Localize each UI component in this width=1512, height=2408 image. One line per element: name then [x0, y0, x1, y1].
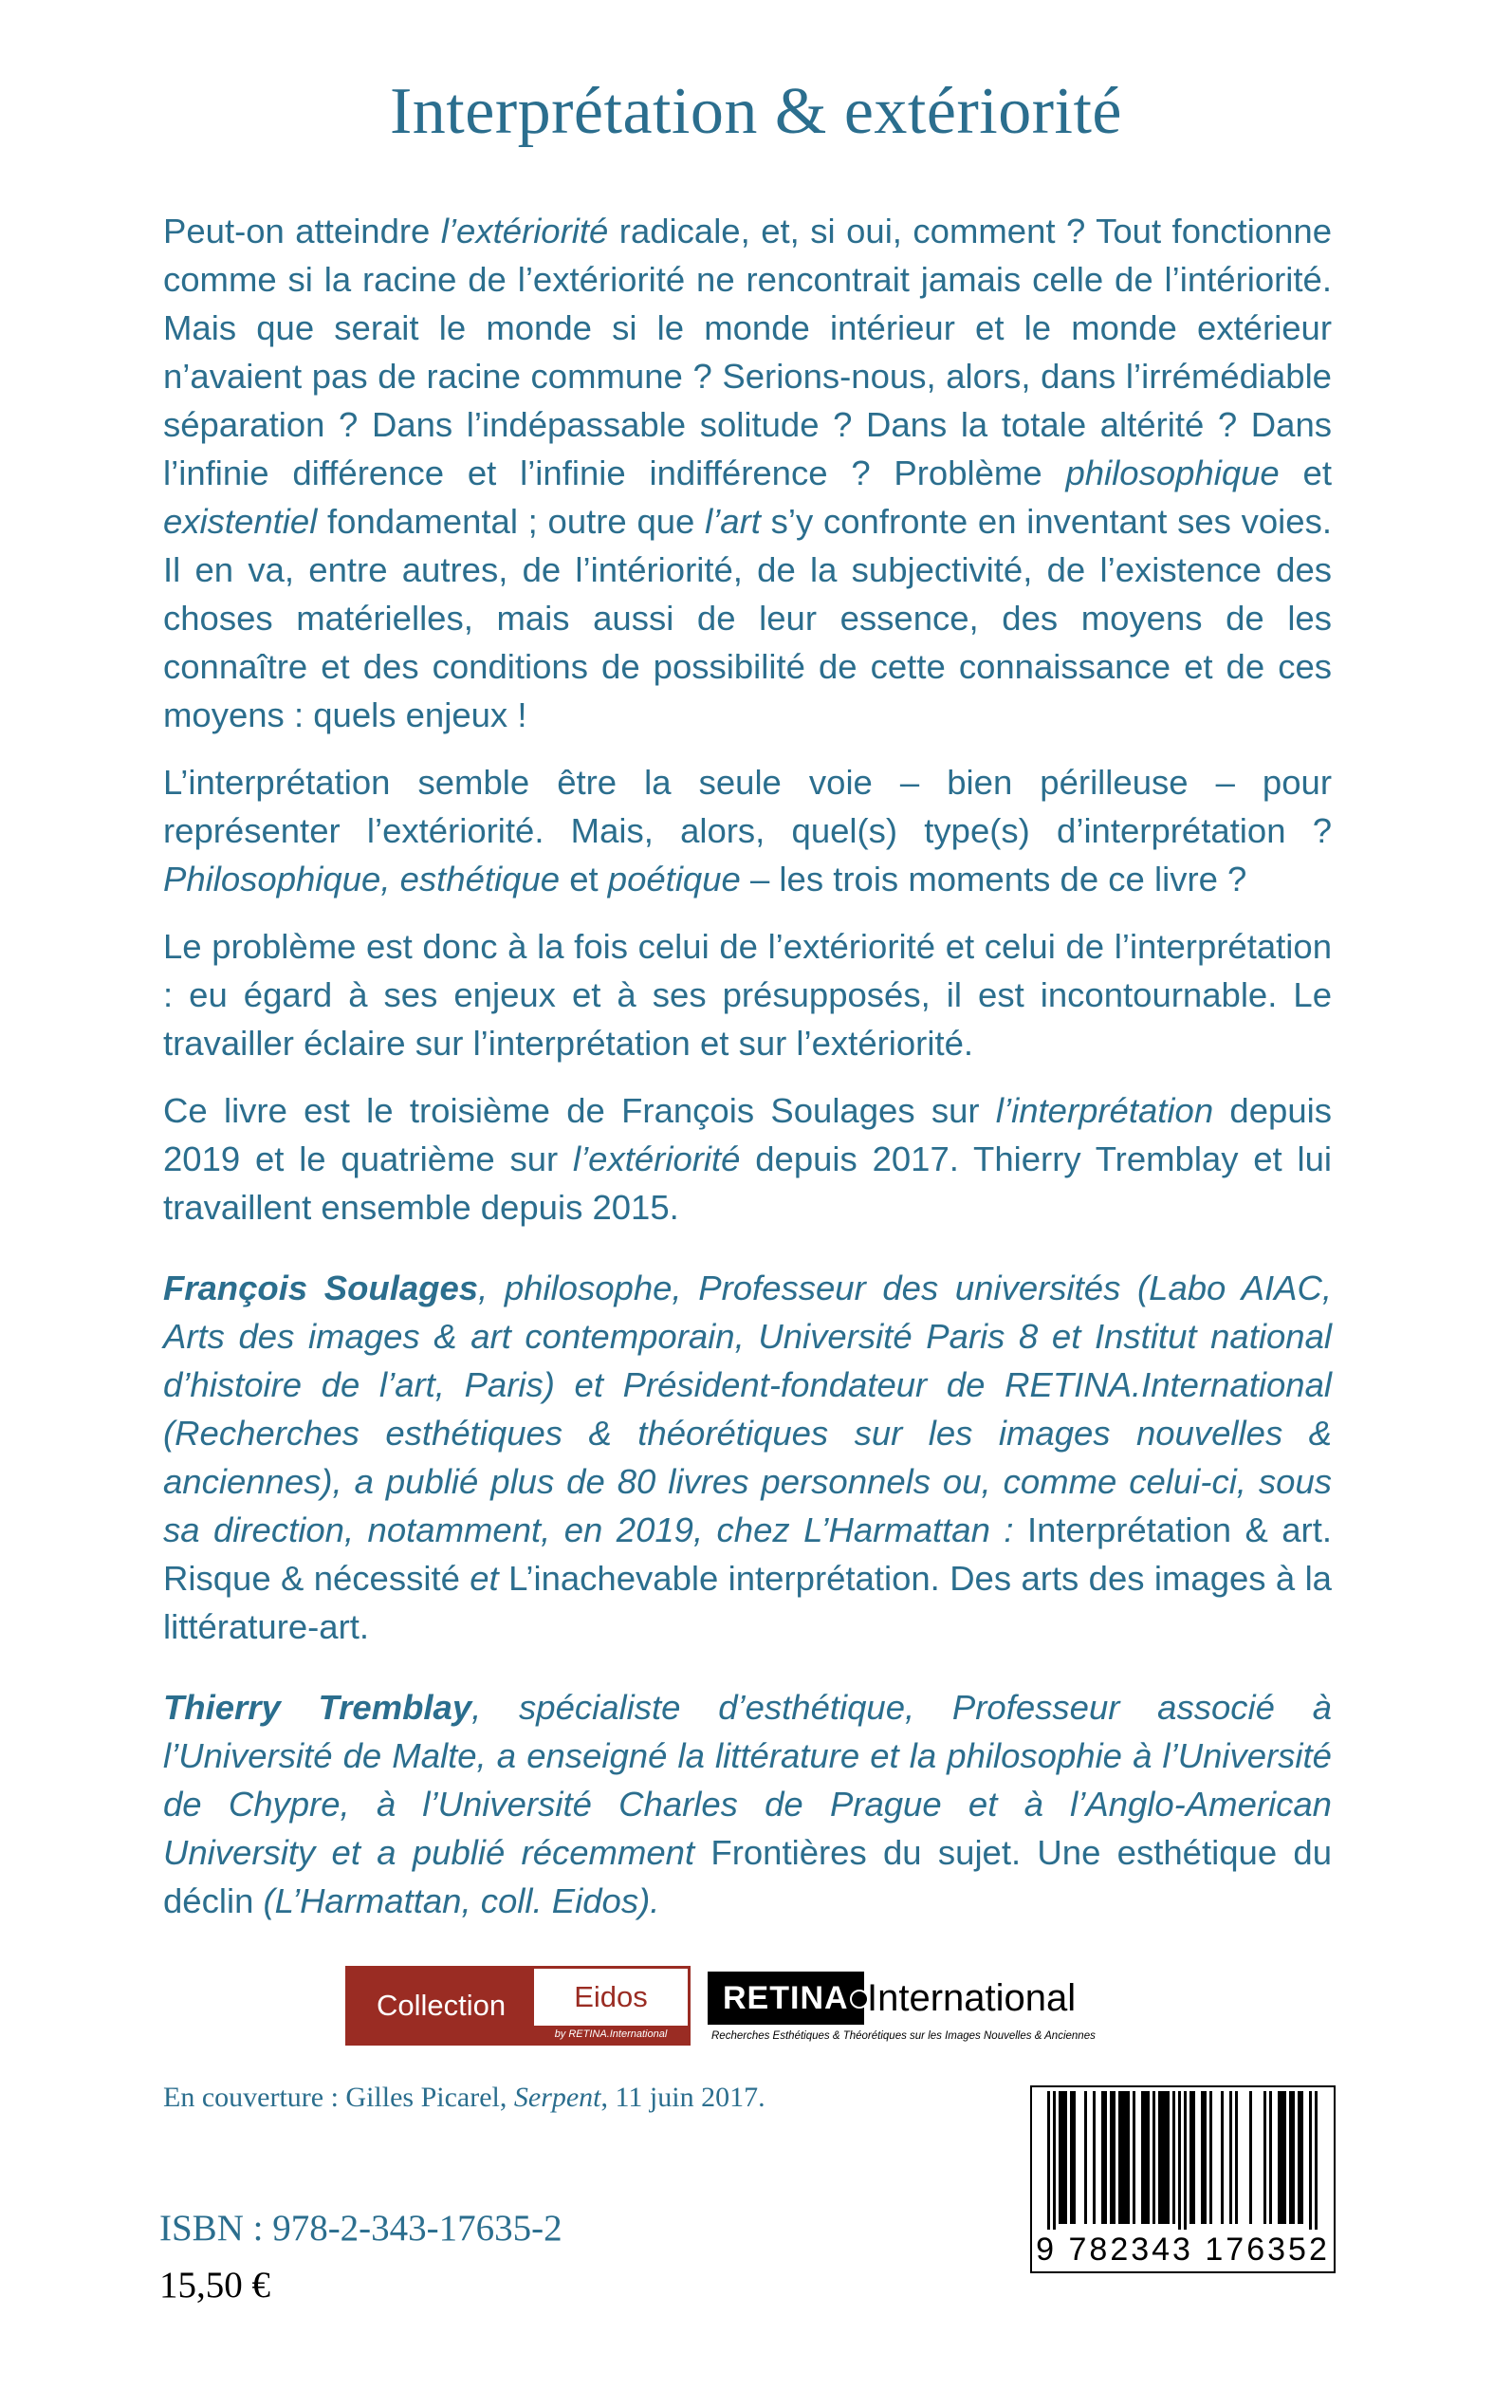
barcode-bar — [1178, 2091, 1181, 2230]
barcode-bar — [1070, 2091, 1073, 2224]
book-title-ref: Interprétation & art. Risque & nécessité — [163, 1510, 1332, 1598]
barcode-bar — [1298, 2091, 1300, 2224]
text-run: s’y confronte en inventant ses voies. Il en va, entre autres, de l’intériorité, de la subjectivité, de l’existence des choses matérielles, mais aussi de leur essence, des moyens de les connaître et des conditions de possibilité de cette connaissance et de ces moyens : quels enjeux ! — [163, 502, 1332, 734]
collection-eidos-logo — [345, 1966, 691, 2046]
italic-run: philosophique — [1065, 454, 1280, 492]
barcode-bar — [1161, 2091, 1164, 2224]
barcode-bar — [1289, 2091, 1292, 2224]
barcode-bar — [1141, 2091, 1144, 2224]
barcode-bar — [1235, 2091, 1238, 2224]
retina-logo-suffix: International — [867, 1977, 1077, 2019]
barcode-bar — [1281, 2091, 1283, 2224]
credit-work-title: Serpent — [513, 2082, 601, 2113]
barcode-bar — [1127, 2091, 1130, 2224]
barcode-bar — [1300, 2091, 1303, 2224]
barcode-bar — [1189, 2091, 1192, 2224]
barcode-bar — [1164, 2091, 1167, 2224]
text-run: et — [560, 860, 608, 898]
barcode-bar — [1121, 2091, 1124, 2224]
book-title-ref: Frontières du sujet. Une esthétique du déclin — [163, 1833, 1333, 1920]
italic-run: poétique — [607, 860, 741, 898]
barcode-bar — [1315, 2091, 1318, 2230]
barcode-digits: 9 782343 176352 — [1036, 2232, 1330, 2268]
publisher-logos — [0, 1966, 1512, 2051]
barcode-bar — [1113, 2091, 1116, 2224]
author-bio-soulages — [163, 1264, 1332, 1651]
eidos-logo-byline: by RETINA.International — [534, 2026, 688, 2043]
barcode-bar — [1221, 2091, 1224, 2224]
cover-credit — [163, 2082, 765, 2114]
credit-text: En couverture : Gilles Picarel, — [163, 2082, 514, 2113]
barcode-bar — [1110, 2091, 1113, 2224]
barcode-bar — [1249, 2091, 1252, 2224]
barcode-bar — [1059, 2091, 1061, 2224]
barcode-bars — [1040, 2091, 1326, 2230]
barcode-bar — [1053, 2091, 1056, 2230]
text-run: Ce livre est le troisième de François Soulages sur — [163, 1091, 996, 1130]
retina-logo-box: RETINA — [708, 1972, 864, 2025]
text-run: et — [1279, 454, 1332, 492]
bio-text: , philosophe, Professeur des universités (Labo AIAC, Arts des images & art contemporain, Université Paris 8 et Institut national d’histoire de l’art, Paris) et Président-fondateur de RETINA.International (Recherches esthétiques & théorétiques sur les images nouvelles & anciennes), a publié plus de 80 livres personnels ou, comme celui-ci, sous sa direction, notamment, en 2019, chez L’Harmattan : — [163, 1269, 1332, 1549]
barcode-bar — [1229, 2091, 1232, 2224]
text-run: L’interprétation semble être la seule voie – bien périlleuse – pour représenter l’extériorité. Mais, alors, quel(s) type(s) d’interprétation ? — [163, 763, 1332, 850]
barcode-bar — [1201, 2091, 1204, 2224]
credit-text: , 11 juin 2017. — [600, 2082, 765, 2113]
italic-run: l’extériorité — [440, 212, 609, 250]
italic-run: l’interprétation — [995, 1091, 1214, 1130]
barcode-bar — [1084, 2091, 1087, 2224]
text-run: depuis 2017. Thierry Tremblay et lui travaillent ensemble depuis 2015. — [163, 1139, 1332, 1227]
italic-run: l’extériorité — [572, 1139, 741, 1178]
paragraph-4 — [163, 1086, 1332, 1232]
barcode-bar — [1158, 2091, 1161, 2224]
author-name: Thierry Tremblay — [163, 1688, 472, 1727]
barcode-bar — [1184, 2091, 1187, 2230]
text-run: Peut-on atteindre — [163, 212, 441, 250]
barcode-bar — [1167, 2091, 1170, 2224]
book-title: Interprétation & extériorité — [389, 75, 1122, 148]
retina-international-logo — [708, 1966, 1125, 2051]
barcode-bar — [1269, 2091, 1272, 2224]
paragraph-1 — [163, 207, 1332, 739]
barcode-bar — [1204, 2091, 1207, 2224]
retina-tagline: Recherches Esthétiques & Théorétiques sur les Images Nouvelles & Anciennes — [711, 2030, 1096, 2042]
barcode-bar — [1104, 2091, 1107, 2224]
paragraph-2 — [163, 758, 1332, 903]
barcode — [1030, 2085, 1336, 2273]
barcode-bar — [1147, 2091, 1150, 2224]
bio-text: et — [459, 1559, 509, 1598]
italic-run: existentiel — [163, 502, 318, 541]
author-name: François Soulages — [163, 1269, 479, 1307]
barcode-bar — [1073, 2091, 1076, 2224]
isbn: ISBN : 978-2-343-17635-2 — [159, 2208, 562, 2249]
barcode-bar — [1192, 2091, 1195, 2224]
barcode-bar — [1263, 2091, 1266, 2224]
barcode-bar — [1144, 2091, 1147, 2224]
barcode-bar — [1047, 2091, 1050, 2230]
barcode-bar — [1152, 2091, 1155, 2224]
barcode-bar — [1292, 2091, 1295, 2224]
price: 15,50 € — [159, 2265, 270, 2306]
barcode-bar — [1283, 2091, 1286, 2224]
retina-dot-icon — [850, 1990, 869, 2009]
barcode-bar — [1209, 2091, 1212, 2224]
text-run: depuis 2019 et le quatrième sur — [163, 1091, 1332, 1178]
text-run: – les trois moments de ce livre ? — [740, 860, 1247, 898]
back-cover-text — [163, 207, 1332, 1954]
barcode-bar — [1093, 2091, 1096, 2224]
text-run: fondamental ; outre que — [317, 502, 706, 541]
barcode-bar — [1172, 2091, 1175, 2224]
italic-run: Philosophique, esthétique — [163, 860, 561, 898]
bio-text: , spécialiste d’esthétique, Professeur associé à l’Université de Malte, a enseigné la littérature et la philosophie à l’Université de Chypre, à l’Université Charles de Prague et à l’Anglo-American University et a publié récemment — [163, 1688, 1332, 1872]
eidos-logo-right: Eidos — [574, 1980, 648, 2013]
paragraph-3: Le problème est donc à la fois celui de l’extériorité et celui de l’interprétation : eu égard à ses enjeux et à ses présupposés, il est incontournable. Le travailler éclaire sur l’interprétation et sur l’extériorité. — [163, 927, 1332, 1063]
barcode-bar — [1118, 2091, 1121, 2224]
barcode-bar — [1133, 2091, 1135, 2224]
barcode-bar — [1278, 2091, 1281, 2224]
italic-run: l’art — [705, 502, 761, 541]
barcode-bar — [1064, 2091, 1067, 2224]
barcode-bar — [1124, 2091, 1127, 2224]
text-run: radicale, et, si oui, comment ? Tout fonctionne comme si la racine de l’extériorité ne rencontrait jamais celle de l’intériorité. Mais que serait le monde si le monde intérieur et le monde extérieur n’avaient pas de racine commune ? Serions-nous, alors, dans l’irrémédiable séparation ? Dans l’indépassable solitude ? Dans la totale altérité ? Dans l’infinie différence et l’infinie indifférence ? Problème — [163, 212, 1332, 492]
book-title-ref: L’inachevable interprétation. Des arts des images à la littérature-art. — [163, 1559, 1332, 1646]
bio-text: (L’Harmattan, coll. Eidos). — [253, 1881, 660, 1920]
barcode-bar — [1309, 2091, 1312, 2230]
author-bio-tremblay — [163, 1683, 1332, 1925]
barcode-bar — [1101, 2091, 1104, 2224]
barcode-bar — [1061, 2091, 1064, 2224]
eidos-logo-left: Collection — [348, 1969, 534, 2043]
